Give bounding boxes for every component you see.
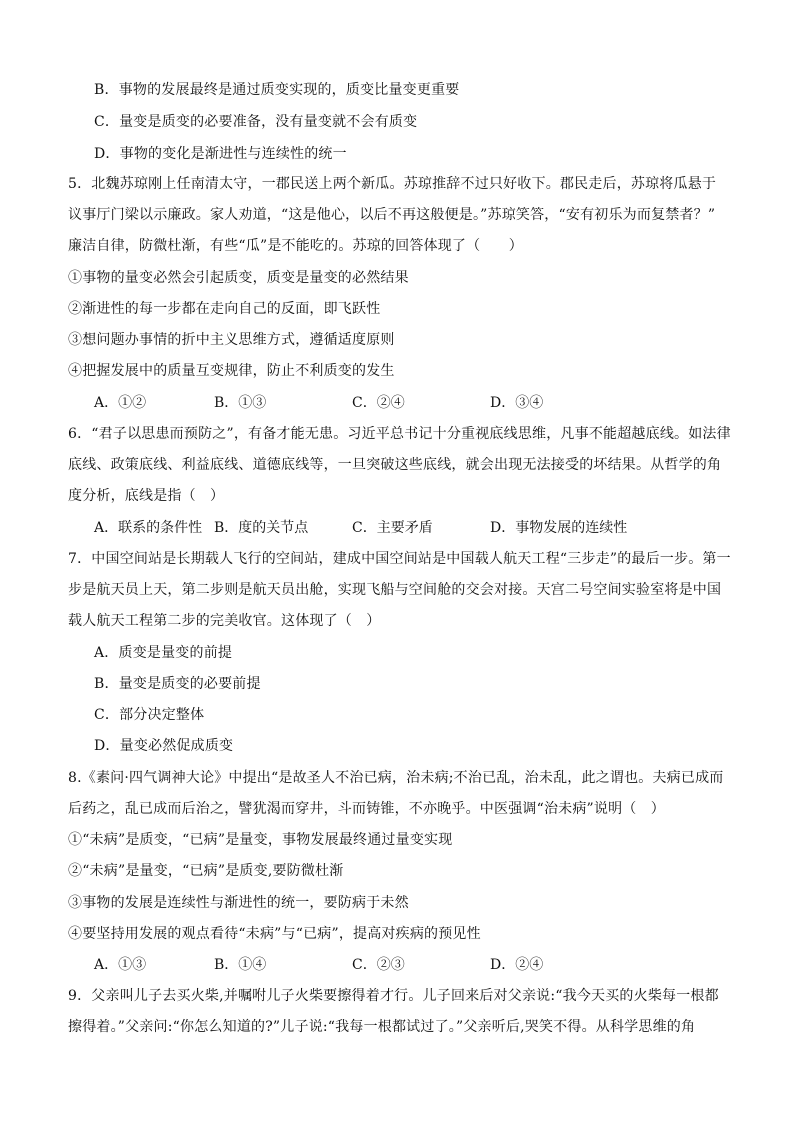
q6-stem-line-2: 底线、政策底线、利益底线、道德底线等，一旦突破这些底线，就会出现无法接受的坏结果。从哲学的角 bbox=[68, 457, 722, 473]
q9-stem-line-2: 擦得着。”父亲问:“你怎么知道的?”儿子说:“我每一根都试过了。”父亲听后,哭笑不得。从科学思维的角 bbox=[68, 1019, 696, 1035]
q5-statement-3: ③想问题办事情的折中主义思维方式，遵循适度原则 bbox=[68, 332, 395, 348]
q5-statement-1: ①事物的量变必然会引起质变，质变是量变的必然结果 bbox=[68, 270, 409, 286]
q5-statement-2: ②渐进性的每一步都在走向自己的反面，即飞跃性 bbox=[68, 301, 381, 317]
q6-stem-line-1: 6．“君子以思患而预防之”，有备才能无患。习近平总书记十分重视底线思维，凡事不能超越底线。如法律 bbox=[68, 426, 731, 442]
q8-statement-4: ④要坚持用发展的观点看待“未病”与“已病”，提高对疾病的预见性 bbox=[68, 926, 481, 942]
q8-option-d: D．②④ bbox=[490, 957, 544, 973]
q6-option-c: C．主要矛盾 bbox=[352, 520, 433, 536]
q5-option-a: A．①② bbox=[94, 395, 147, 411]
q6-option-b: B．度的关节点 bbox=[214, 520, 309, 536]
q8-option-c: C．②③ bbox=[352, 957, 405, 973]
q8-statement-2: ②“未病”是量变，“已病”是质变,要防微杜渐 bbox=[68, 863, 344, 879]
q8-stem-line-2: 后药之，乱已成而后治之，譬犹渴而穿井，斗而铸锥，不亦晚乎。中医强调“治未病”说明（ ） bbox=[68, 801, 665, 817]
q9-stem-line-1: 9．父亲叫儿子去买火柴,并嘱咐儿子火柴要擦得着才行。儿子回来后对父亲说:“我今天买的火柴每一根都 bbox=[68, 988, 719, 1004]
q4-option-b: B．事物的发展最终是通过质变实现的，质变比量变更重要 bbox=[94, 82, 460, 98]
q7-stem-line-3: 载人航天工程第二步的完美收官。这体现了（ ） bbox=[68, 613, 381, 629]
q8-statement-3: ③事物的发展是连续性与渐进性的统一，要防病于未然 bbox=[68, 895, 409, 911]
q6-option-a: A．联系的条件性 bbox=[94, 520, 203, 536]
q7-option-a: A．质变是量变的前提 bbox=[94, 645, 233, 661]
q7-stem-line-2: 步是航天员上天，第二步则是航天员出舱，实现飞船与空间舱的交会对接。天宫二号空间实验室将是中国 bbox=[68, 582, 722, 598]
q4-option-d: D．事物的变化是渐进性与连续性的统一 bbox=[94, 146, 347, 162]
q5-option-d: D．③④ bbox=[490, 395, 544, 411]
q7-option-c: C．部分决定整体 bbox=[94, 707, 205, 723]
q7-option-b: B．量变是质变的必要前提 bbox=[94, 676, 261, 692]
q5-stem-line-2: 议事厅门梁以示廉政。家人劝道，“这是他心，以后不再这般便是。”苏琼笑答，“安有初乐为而复禁者？” bbox=[68, 207, 716, 223]
q6-stem-line-3: 度分析，底线是指（ ） bbox=[68, 488, 225, 504]
q4-option-c: C．量变是质变的必要准备，没有量变就不会有质变 bbox=[94, 114, 418, 130]
q8-option-b: B．①④ bbox=[214, 957, 267, 973]
q5-option-b: B．①③ bbox=[214, 395, 267, 411]
q7-option-d: D．量变必然促成质变 bbox=[94, 738, 234, 754]
q8-stem-line-1: 8.《素问·四气调神大论》中提出“是故圣人不治已病，治未病;不治已乱，治未乱，此之谓也。夫病已成而 bbox=[68, 770, 724, 786]
q5-statement-4: ④把握发展中的质量互变规律，防止不利质变的发生 bbox=[68, 363, 395, 379]
q7-stem-line-1: 7．中国空间站是长期载人飞行的空间站，建成中国空间站是中国载人航天工程“三步走”的最后一步。第一 bbox=[68, 551, 731, 567]
q8-statement-1: ①“未病”是质变，“已病”是量变，事物发展最终通过量变实现 bbox=[68, 832, 453, 848]
q5-stem-line-1: 5．北魏苏琼刚上任南清太守，一郡民送上两个新瓜。苏琼推辞不过只好收下。郡民走后，苏琼将瓜悬于 bbox=[68, 176, 717, 192]
q5-option-c: C．②④ bbox=[352, 395, 405, 411]
q5-stem-line-3: 廉洁自律，防微杜渐，有些“瓜”是不能吃的。苏琼的回答体现了（ ） bbox=[68, 238, 523, 254]
q6-option-d: D．事物发展的连续性 bbox=[490, 520, 628, 536]
q8-option-a: A．①③ bbox=[94, 957, 147, 973]
